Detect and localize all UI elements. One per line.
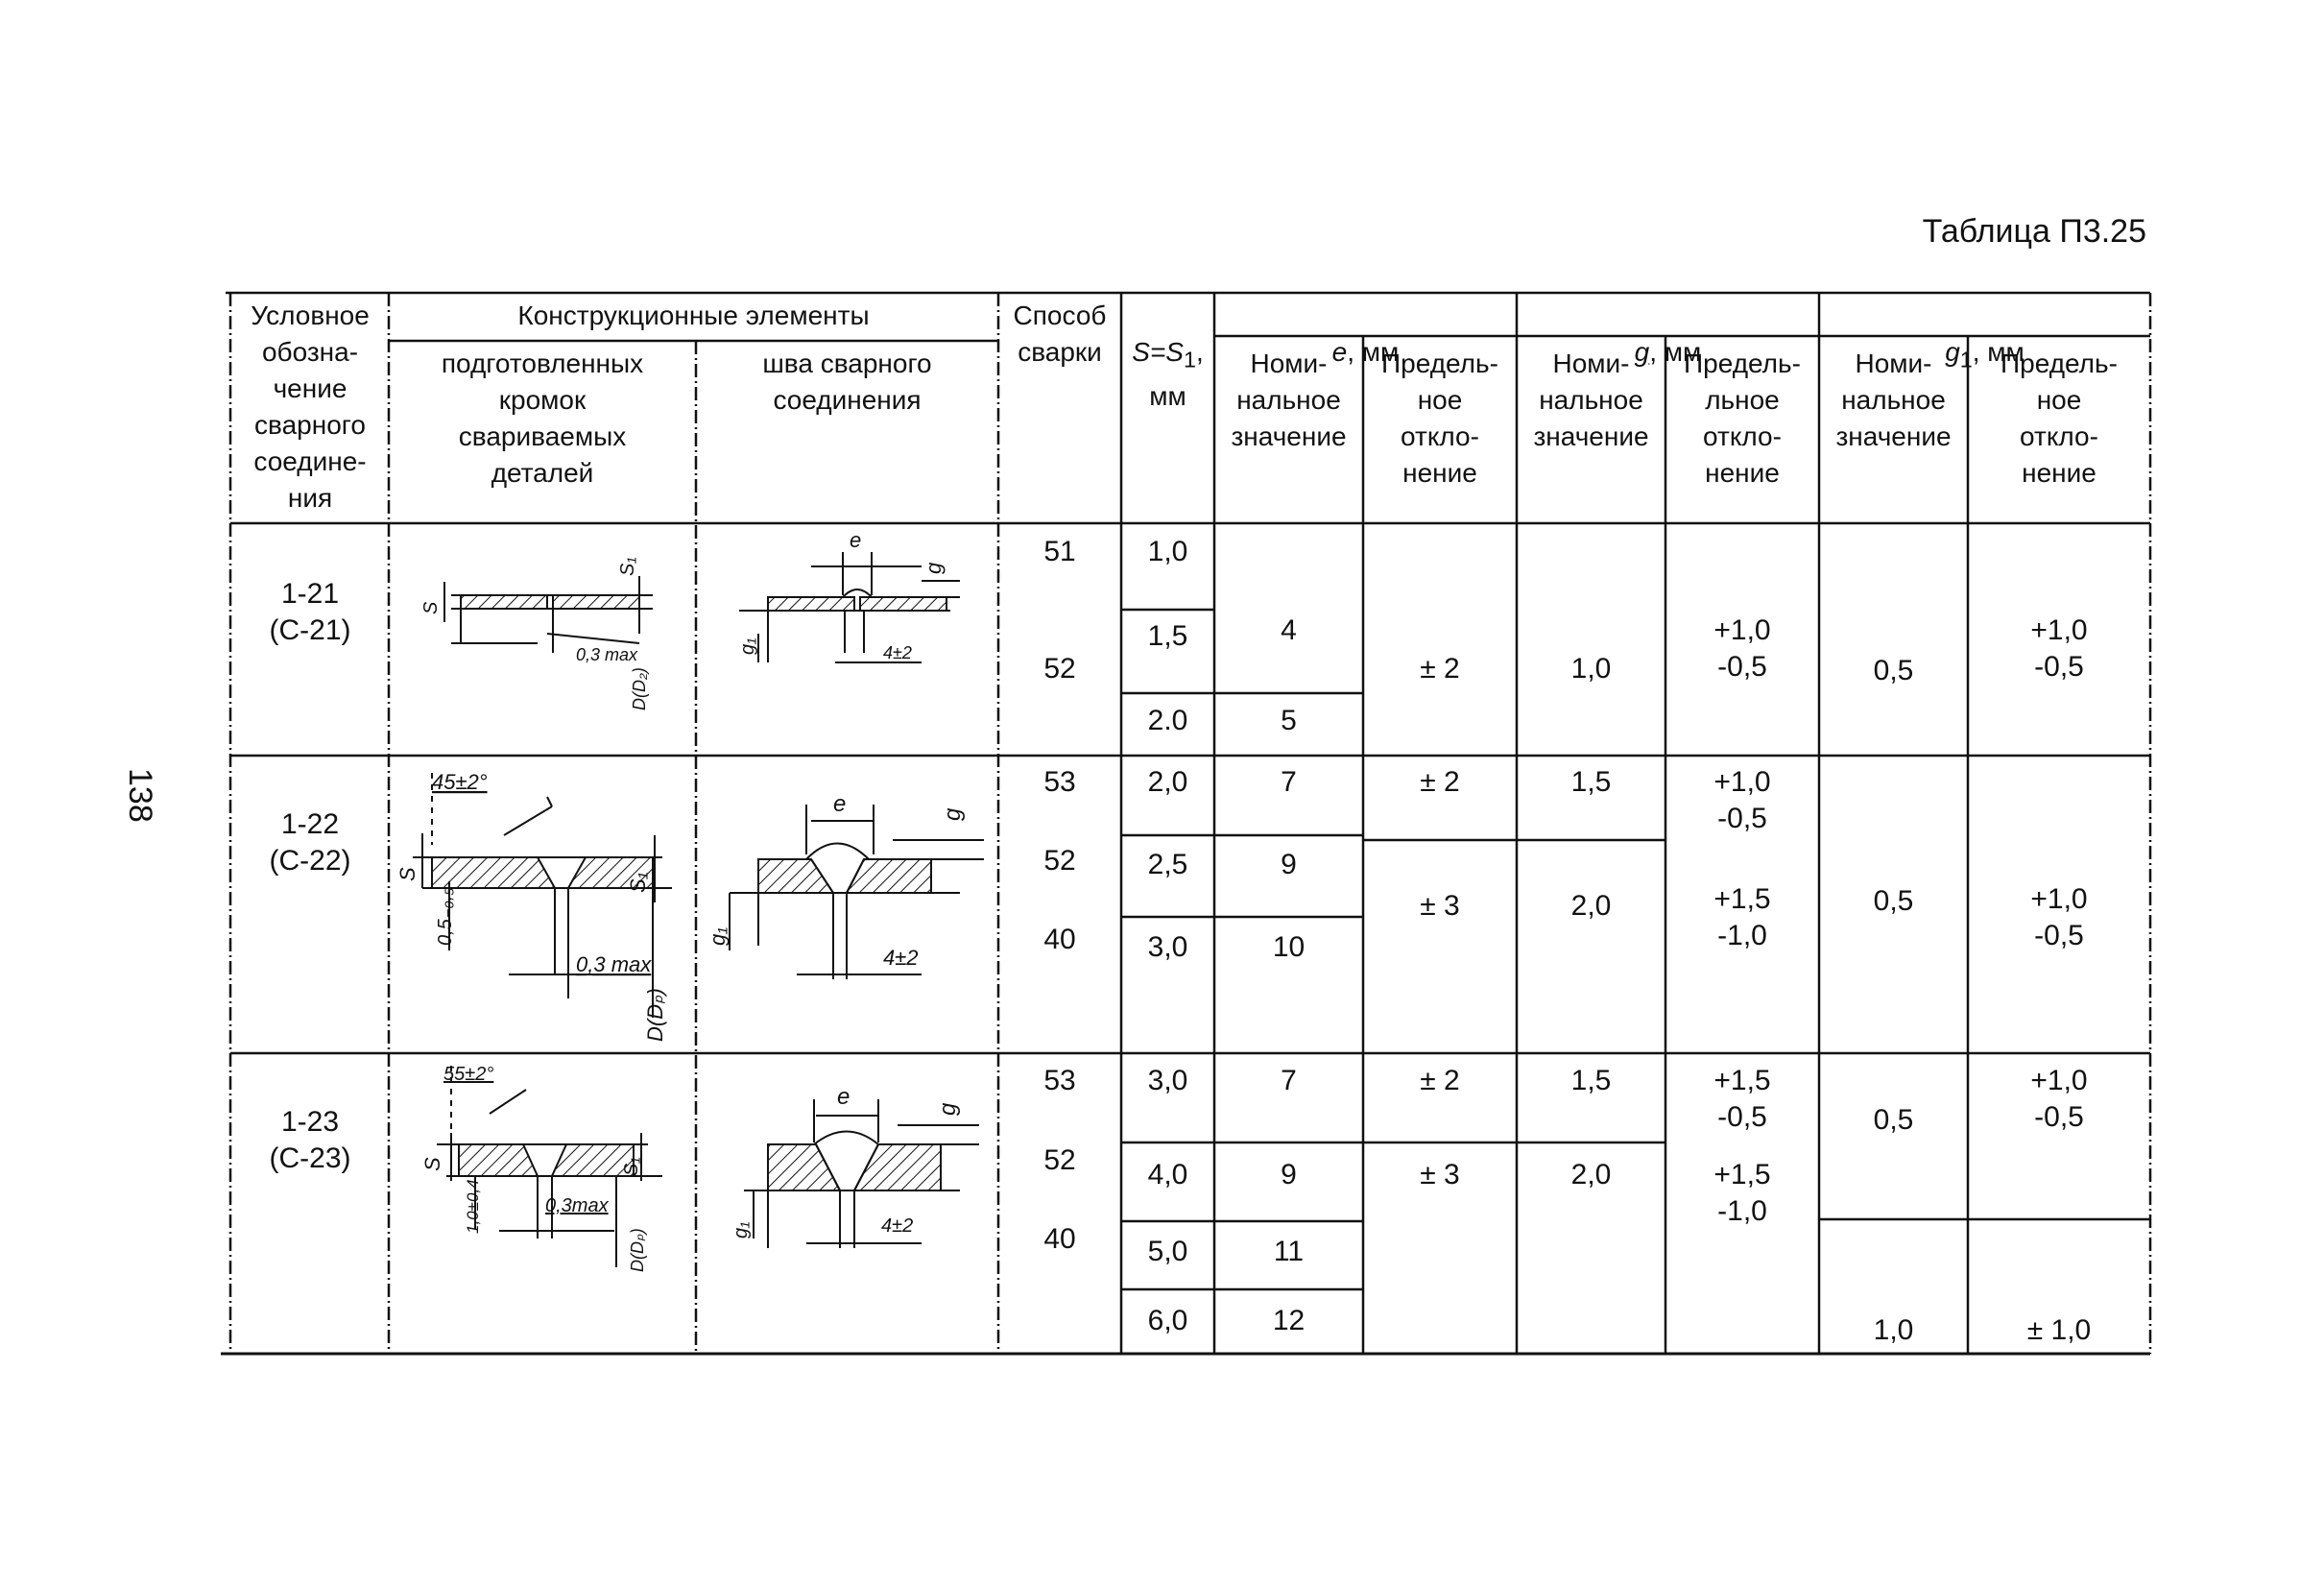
page-number: 138 bbox=[122, 768, 158, 823]
header-designation: Условное обозна- чение сварного соедине- ния bbox=[251, 301, 370, 513]
thickness-cell: 4,0 bbox=[1147, 1159, 1188, 1190]
header-e-tolerance: Предель- ное откло- нение bbox=[1381, 349, 1498, 488]
table-caption: Таблица П3.25 bbox=[1922, 213, 2146, 250]
g-tolerance-cell: +1,0 -0,5 bbox=[1713, 614, 1771, 683]
svg-text:g₁: g₁ bbox=[706, 926, 730, 946]
svg-text:g: g bbox=[935, 1102, 961, 1116]
g-tolerance-cell: +1,5 -1,0 bbox=[1713, 1159, 1771, 1227]
row-designation: 1-21 (С-21) bbox=[269, 578, 351, 646]
header-g1-nominal: Номи- нальное значение bbox=[1835, 349, 1952, 451]
g-tolerance-cell: +1,0 -0,5 bbox=[1713, 766, 1771, 834]
welding-method-cell: 51 bbox=[1043, 536, 1076, 567]
e-nominal-cell: 9 bbox=[1281, 1159, 1297, 1190]
header-structural-elements: Конструкционные элементы bbox=[517, 301, 870, 330]
svg-text:S₁: S₁ bbox=[621, 1157, 642, 1176]
svg-text:45±2°: 45±2° bbox=[432, 770, 488, 794]
thickness-cell: 1,5 bbox=[1147, 620, 1188, 652]
g1-nominal-cell: 1,0 bbox=[1873, 1314, 1914, 1346]
thickness-cell: 6,0 bbox=[1147, 1305, 1188, 1336]
edge-drawing-1-23 bbox=[420, 1064, 662, 1272]
e-nominal-cell: 7 bbox=[1281, 1065, 1297, 1096]
header-g-tolerance: Предель- льное откло- нение bbox=[1684, 349, 1801, 488]
thickness-cell: 2,5 bbox=[1147, 849, 1188, 880]
header-g1: $g_1$, мм bbox=[1945, 337, 2025, 373]
svg-text:D(Dₚ): D(Dₚ) bbox=[628, 1228, 647, 1272]
svg-text:1,0±0,4: 1,0±0,4 bbox=[464, 1179, 482, 1234]
thickness-cell: 3,0 bbox=[1147, 1065, 1188, 1096]
svg-text:0,3 max: 0,3 max bbox=[576, 645, 638, 664]
row-designation: 1-22 (С-22) bbox=[269, 808, 351, 877]
e-tolerance-cell: ± 2 bbox=[1420, 653, 1460, 685]
g-tolerance-cell: +1,5 -0,5 bbox=[1713, 1065, 1771, 1133]
g1-nominal-cell: 0,5 bbox=[1873, 1104, 1914, 1136]
g1-tolerance-cell: ± 1,0 bbox=[2026, 1314, 2092, 1346]
svg-text:S₁: S₁ bbox=[626, 872, 650, 893]
svg-text:D(Dₚ): D(Dₚ) bbox=[643, 988, 667, 1042]
svg-text:S: S bbox=[420, 1157, 444, 1171]
header-welding-method: Способ сварки bbox=[1013, 301, 1107, 367]
welding-method-cell: 53 bbox=[1043, 766, 1076, 798]
seam-drawing-1-22 bbox=[706, 791, 984, 979]
g-nominal-cell: 1,0 bbox=[1570, 653, 1612, 685]
welding-method-cell: 52 bbox=[1043, 653, 1076, 685]
header-prepared-edges: подготовленных кромок свариваемых деталей bbox=[441, 349, 644, 488]
svg-text:4±2: 4±2 bbox=[883, 643, 912, 662]
e-nominal-cell: 9 bbox=[1281, 849, 1297, 880]
svg-text:4±2: 4±2 bbox=[881, 1215, 914, 1237]
svg-text:g: g bbox=[940, 807, 966, 821]
svg-text:S: S bbox=[420, 601, 442, 614]
header-g1-tolerance: Предель- ное откло- нение bbox=[2001, 349, 2118, 488]
g1-nominal-cell: 0,5 bbox=[1873, 655, 1914, 686]
welding-method-cell: 52 bbox=[1043, 1144, 1076, 1176]
seam-drawing-1-21 bbox=[737, 528, 960, 662]
svg-text:S: S bbox=[395, 867, 419, 881]
header-g: g, мм bbox=[1634, 337, 1702, 367]
g-nominal-cell: 1,5 bbox=[1570, 1065, 1612, 1096]
svg-text:e: e bbox=[833, 791, 847, 817]
svg-text:g₁: g₁ bbox=[731, 1221, 752, 1238]
svg-text:55±2°: 55±2° bbox=[443, 1064, 494, 1085]
svg-text:g: g bbox=[922, 562, 946, 574]
edge-drawing-1-21 bbox=[420, 557, 653, 710]
svg-text:D(D₂): D(D₂) bbox=[630, 667, 649, 710]
e-nominal-cell: 12 bbox=[1272, 1305, 1306, 1336]
svg-text:e: e bbox=[850, 528, 862, 552]
row-designation: 1-23 (С-23) bbox=[269, 1106, 351, 1174]
welding-method-cell: 40 bbox=[1043, 1223, 1076, 1255]
e-nominal-cell: 7 bbox=[1281, 766, 1297, 798]
e-tolerance-cell: ± 3 bbox=[1420, 1159, 1460, 1190]
header-weld-seam: шва сварного соединения bbox=[762, 349, 932, 415]
e-tolerance-cell: ± 3 bbox=[1420, 890, 1460, 922]
thickness-cell: 2,0 bbox=[1147, 766, 1188, 798]
header-g-nominal: Номи- нальное значение bbox=[1533, 349, 1649, 451]
svg-text:0,5₋₀,₅: 0,5₋₀,₅ bbox=[435, 887, 456, 946]
svg-text:S₁: S₁ bbox=[617, 557, 638, 576]
e-nominal-cell: 4 bbox=[1281, 614, 1297, 646]
svg-text:0,3max: 0,3max bbox=[545, 1195, 609, 1216]
g-nominal-cell: 2,0 bbox=[1570, 1159, 1612, 1190]
welding-method-cell: 52 bbox=[1043, 845, 1076, 877]
svg-text:g₁: g₁ bbox=[737, 637, 758, 655]
welding-method-cell: 40 bbox=[1043, 924, 1076, 955]
svg-text:0,3 max: 0,3 max bbox=[576, 952, 652, 976]
welding-method-cell: 53 bbox=[1043, 1065, 1076, 1096]
svg-text:e: e bbox=[837, 1084, 851, 1110]
g1-tolerance-cell: +1,0 -0,5 bbox=[2030, 614, 2088, 683]
e-tolerance-cell: ± 2 bbox=[1420, 766, 1460, 798]
header-thickness: $S=S_1$, мм bbox=[1132, 337, 1204, 411]
e-nominal-cell: 10 bbox=[1272, 931, 1306, 963]
thickness-cell: 1,0 bbox=[1147, 536, 1188, 567]
g1-tolerance-cell: +1,0 -0,5 bbox=[2030, 1065, 2088, 1133]
e-nominal-cell: 11 bbox=[1273, 1236, 1305, 1267]
g-nominal-cell: 1,5 bbox=[1570, 766, 1612, 798]
g1-nominal-cell: 0,5 bbox=[1873, 885, 1914, 917]
edge-drawing-1-22 bbox=[395, 770, 672, 1042]
thickness-cell: 3,0 bbox=[1147, 931, 1188, 963]
thickness-cell: 2.0 bbox=[1147, 705, 1188, 736]
seam-drawing-1-23 bbox=[731, 1084, 979, 1248]
g1-tolerance-cell: +1,0 -0,5 bbox=[2030, 883, 2088, 951]
e-nominal-cell: 5 bbox=[1281, 705, 1297, 736]
g-tolerance-cell: +1,5 -1,0 bbox=[1713, 883, 1771, 951]
svg-text:4±2: 4±2 bbox=[883, 946, 919, 970]
thickness-cell: 5,0 bbox=[1147, 1236, 1188, 1267]
g-nominal-cell: 2,0 bbox=[1570, 890, 1612, 922]
header-e: е, мм bbox=[1331, 337, 1400, 367]
header-e-nominal: Номи- нальное значение bbox=[1231, 349, 1347, 451]
e-tolerance-cell: ± 2 bbox=[1420, 1065, 1460, 1096]
